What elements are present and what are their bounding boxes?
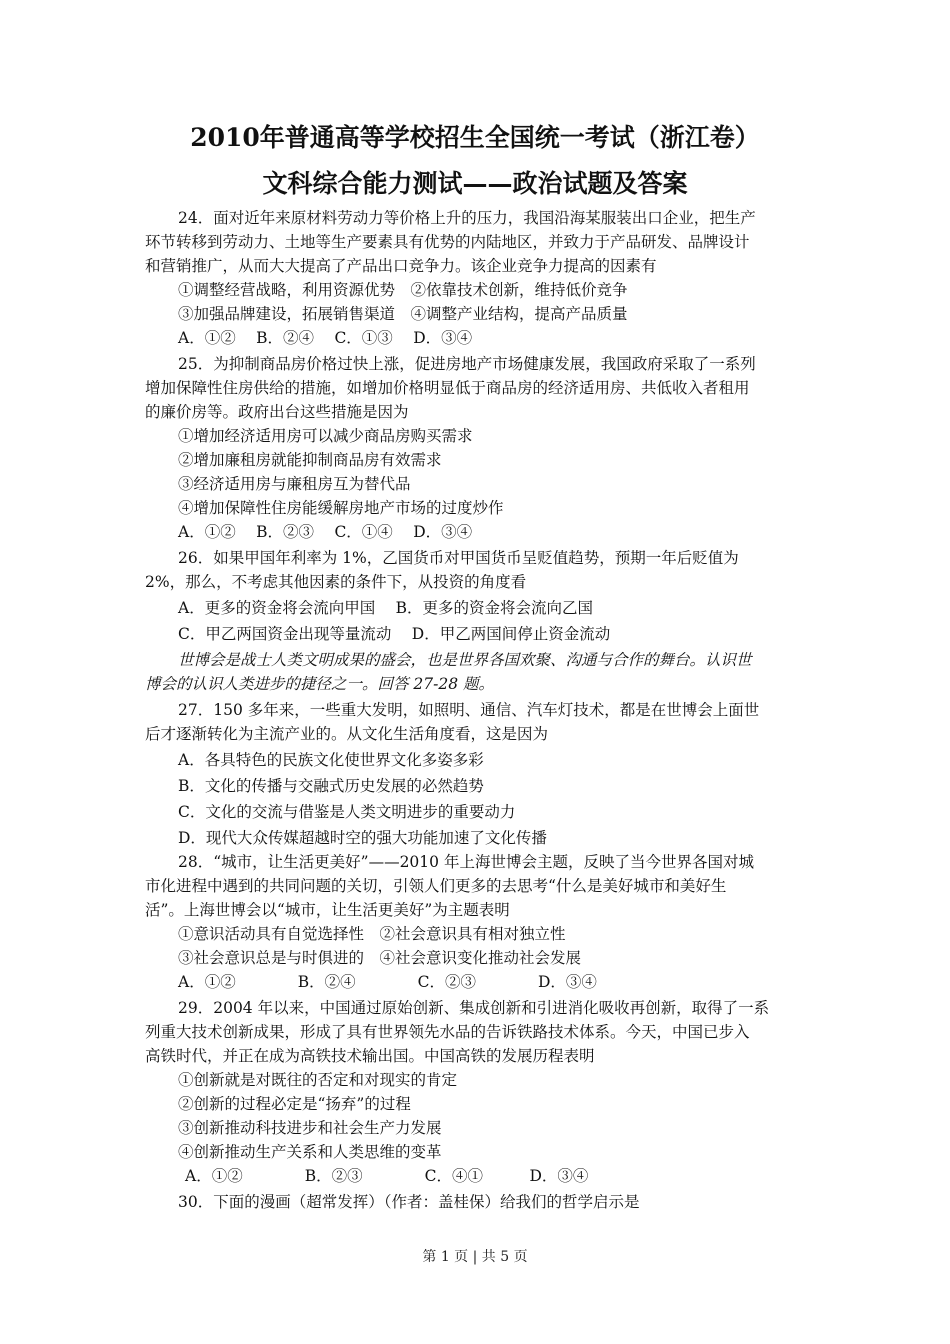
question-25-option: ③经济适用房与廉租房互为替代品 [178, 475, 411, 493]
passage-text: 世博会是战士人类文明成果的盛会，也是世界各国欢聚、沟通与合作的舞台。认识世 [178, 651, 752, 669]
question-27-choice: C．文化的交流与借鉴是人类文明进步的重要动力 [178, 803, 516, 821]
document-title: 2010年普通高等学校招生全国统一考试（浙江卷） [190, 123, 760, 152]
question-24-stem: 和营销推广，从而大大提高了产品出口竞争力。该企业竞争力提高的因素有 [145, 257, 657, 275]
question-29-stem: 29．2004 年以来，中国通过原始创新、集成创新和引进消化吸收再创新，取得了一系 [178, 999, 770, 1017]
question-27-choice: A．各具特色的民族文化使世界文化多姿多彩 [178, 751, 484, 769]
question-26-stem: 26．如果甲国年利率为 1%，乙国货币对甲国货币呈贬值趋势，预期一年后贬值为 [178, 549, 739, 567]
question-25-stem: 的廉价房等。政府出台这些措施是因为 [145, 403, 409, 421]
question-24-option: ①调整经营战略，利用资源优势 ②依靠技术创新，维持低价竞争 [178, 281, 628, 299]
question-25-choices: A．①② B．②③ C．①④ D．③④ [178, 523, 473, 541]
question-28-stem: 市化进程中遇到的共同问题的关切，引领人们更多的去思考“什么是美好城市和美好生 [145, 877, 727, 895]
question-27-stem: 后才逐渐转化为主流产业的。从文化生活角度看，这是因为 [145, 725, 549, 743]
question-29-choices: A．①② B．②③ C．④① D．③④ [185, 1167, 589, 1185]
question-29-option: ②创新的过程必定是“扬弃”的过程 [178, 1095, 411, 1113]
question-26-stem: 2%，那么，不考虑其他因素的条件下，从投资的角度看 [145, 573, 527, 591]
question-29-option: ③创新推动科技进步和社会生产力发展 [178, 1119, 442, 1137]
question-24-stem: 24．面对近年来原材料劳动力等价格上升的压力，我国沿海某服装出口企业，把生产 [178, 209, 756, 227]
question-29-option: ④创新推动生产关系和人类思维的变革 [178, 1143, 442, 1161]
question-28-stem: 28．“城市，让生活更美好”——2010 年上海世博会主题，反映了当今世界各国对城 [178, 853, 754, 871]
question-25-option: ②增加廉租房就能抑制商品房有效需求 [178, 451, 442, 469]
question-27-choice: D．现代大众传媒超越时空的强大功能加速了文化传播 [178, 829, 547, 847]
question-29-stem: 列重大技术创新成果，形成了具有世界领先水品的告诉铁路技术体系。今天，中国已步入 [145, 1023, 750, 1041]
document-subtitle: 文科综合能力测试——政治试题及答案 [262, 169, 688, 198]
question-29-stem: 高铁时代，并正在成为高铁技术输出国。中国高铁的发展历程表明 [145, 1047, 595, 1065]
question-24-option: ③加强品牌建设，拓展销售渠道 ④调整产业结构，提高产品质量 [178, 305, 628, 323]
question-26-choices: A．更多的资金将会流向甲国 B．更多的资金将会流向乙国 [178, 599, 594, 617]
page-footer: 第 1 页 | 共 5 页 [422, 1249, 528, 1265]
question-26-choices: C．甲乙两国资金出现等量流动 D．甲乙两国间停止资金流动 [178, 625, 611, 643]
question-27-stem: 27．150 多年来，一些重大发明，如照明、通信、汽车灯技术，都是在世博会上面世 [178, 701, 760, 719]
question-29-option: ①创新就是对既往的否定和对现实的肯定 [178, 1071, 458, 1089]
question-28-option: ①意识活动具有自觉选择性 ②社会意识具有相对独立性 [178, 925, 566, 943]
question-30-stem: 30．下面的漫画（超常发挥）（作者：盖桂保）给我们的哲学启示是 [178, 1193, 640, 1211]
question-28-option: ③社会意识总是与时俱进的 ④社会意识变化推动社会发展 [178, 949, 582, 967]
question-24-stem: 环节转移到劳动力、土地等生产要素具有优势的内陆地区，并致力于产品研发、品牌设计 [145, 233, 750, 251]
question-25-option: ①增加经济适用房可以减少商品房购买需求 [178, 427, 473, 445]
question-25-stem: 25．为抑制商品房价格过快上涨，促进房地产市场健康发展，我国政府采取了一系列 [178, 355, 756, 373]
question-25-option: ④增加保障性住房能缓解房地产市场的过度炒作 [178, 499, 504, 517]
question-28-choices: A．①② B．②④ C．②③ D．③④ [178, 973, 597, 991]
question-28-stem: 活”。上海世博会以“城市，让生活更美好”为主题表明 [145, 901, 510, 919]
question-27-choice: B．文化的传播与交融式历史发展的必然趋势 [178, 777, 484, 795]
question-25-stem: 增加保障性住房供给的措施，如增加价格明显低于商品房的经济适用房、共低收入者租用 [145, 379, 750, 397]
question-24-choices: A．①② B．②④ C．①③ D．③④ [178, 329, 473, 347]
passage-text: 博会的认识人类进步的捷径之一。回答 27-28 题。 [145, 675, 495, 693]
